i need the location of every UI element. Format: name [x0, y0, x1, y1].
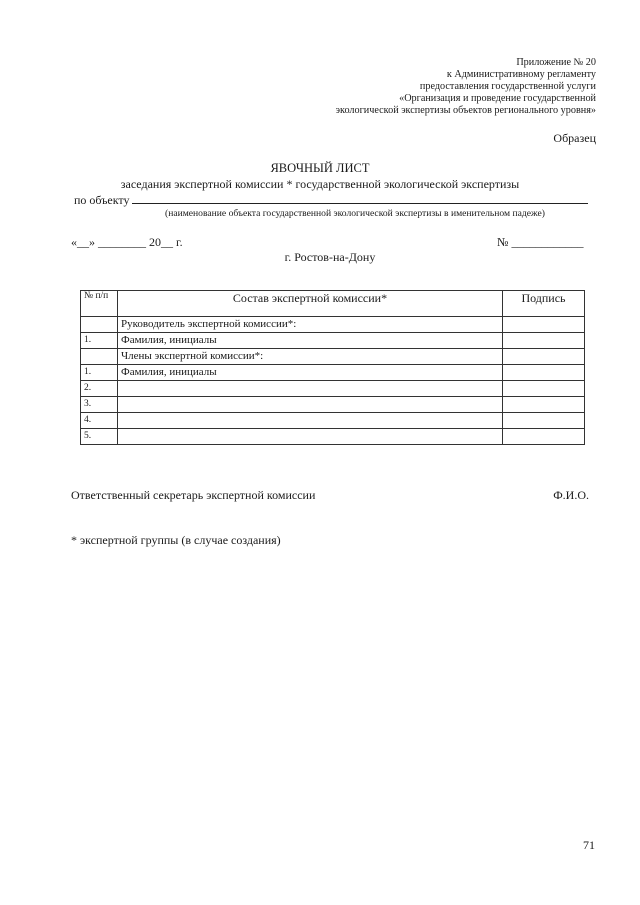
appendix-line: Приложение № 20 — [516, 57, 596, 68]
row-text: Фамилия, инициалы — [118, 333, 503, 349]
table-row — [81, 349, 585, 365]
row-signature-cell — [503, 349, 585, 365]
appendix-line: экологической экспертизы объектов регионального уровня» — [335, 105, 596, 116]
appendix-line: «Организация и проведение государственной — [399, 93, 596, 104]
object-note: (наименование объекта государственной экологической экспертизы в именительном падеже) — [165, 208, 545, 219]
secretary-label: Ответственный секретарь экспертной комиссии — [71, 488, 316, 502]
table-row — [81, 333, 585, 349]
appendix-line: к Административному регламенту — [446, 69, 596, 80]
table-row — [81, 429, 585, 445]
row-num: 4. — [81, 413, 118, 429]
members-table — [80, 290, 585, 445]
city-label: г. Ростов-на-Дону — [284, 250, 376, 264]
header-signature: Подпись — [503, 291, 585, 317]
date-field: «__» ________ 20__ г. — [71, 235, 183, 249]
row-num — [81, 349, 118, 365]
document-subtitle: заседания экспертной комиссии * государственной экологической экспертизы — [120, 177, 520, 191]
object-field — [74, 193, 588, 208]
row-text — [118, 397, 503, 413]
row-text — [118, 413, 503, 429]
document-title: ЯВОЧНЫЙ ЛИСТ — [270, 161, 370, 175]
number-field: № ____________ — [497, 235, 584, 249]
row-signature-cell — [503, 317, 585, 333]
row-num: 1. — [81, 333, 118, 349]
table-row — [81, 365, 585, 381]
row-signature-cell — [503, 381, 585, 397]
row-num: 1. — [81, 365, 118, 381]
row-signature-cell — [503, 333, 585, 349]
row-signature-cell — [503, 429, 585, 445]
row-text — [118, 429, 503, 445]
row-text: Фамилия, инициалы — [118, 365, 503, 381]
appendix-line: предоставления государственной услуги — [419, 81, 596, 92]
header-composition: Состав экспертной комиссии* — [118, 291, 503, 317]
row-signature-cell — [503, 413, 585, 429]
object-label: по объекту — [74, 193, 130, 207]
row-text — [118, 381, 503, 397]
sample-label: Образец — [553, 131, 596, 145]
row-num — [81, 317, 118, 333]
row-signature-cell — [503, 397, 585, 413]
table-header-row — [81, 291, 585, 317]
row-num: 2. — [81, 381, 118, 397]
appendix-header — [336, 57, 596, 117]
header-num: № п/п — [81, 291, 118, 317]
row-num: 3. — [81, 397, 118, 413]
row-text: Руководитель экспертной комиссии*: — [118, 317, 503, 333]
table-row — [81, 397, 585, 413]
row-num: 5. — [81, 429, 118, 445]
row-text: Члены экспертной комиссии*: — [118, 349, 503, 365]
table-row — [81, 381, 585, 397]
page-number: 71 — [583, 838, 595, 852]
row-signature-cell — [503, 365, 585, 381]
fio-label: Ф.И.О. — [553, 488, 589, 502]
table-row — [81, 413, 585, 429]
object-blank-line — [132, 193, 588, 204]
footnote: * экспертной группы (в случае создания) — [71, 533, 281, 547]
table-row — [81, 317, 585, 333]
